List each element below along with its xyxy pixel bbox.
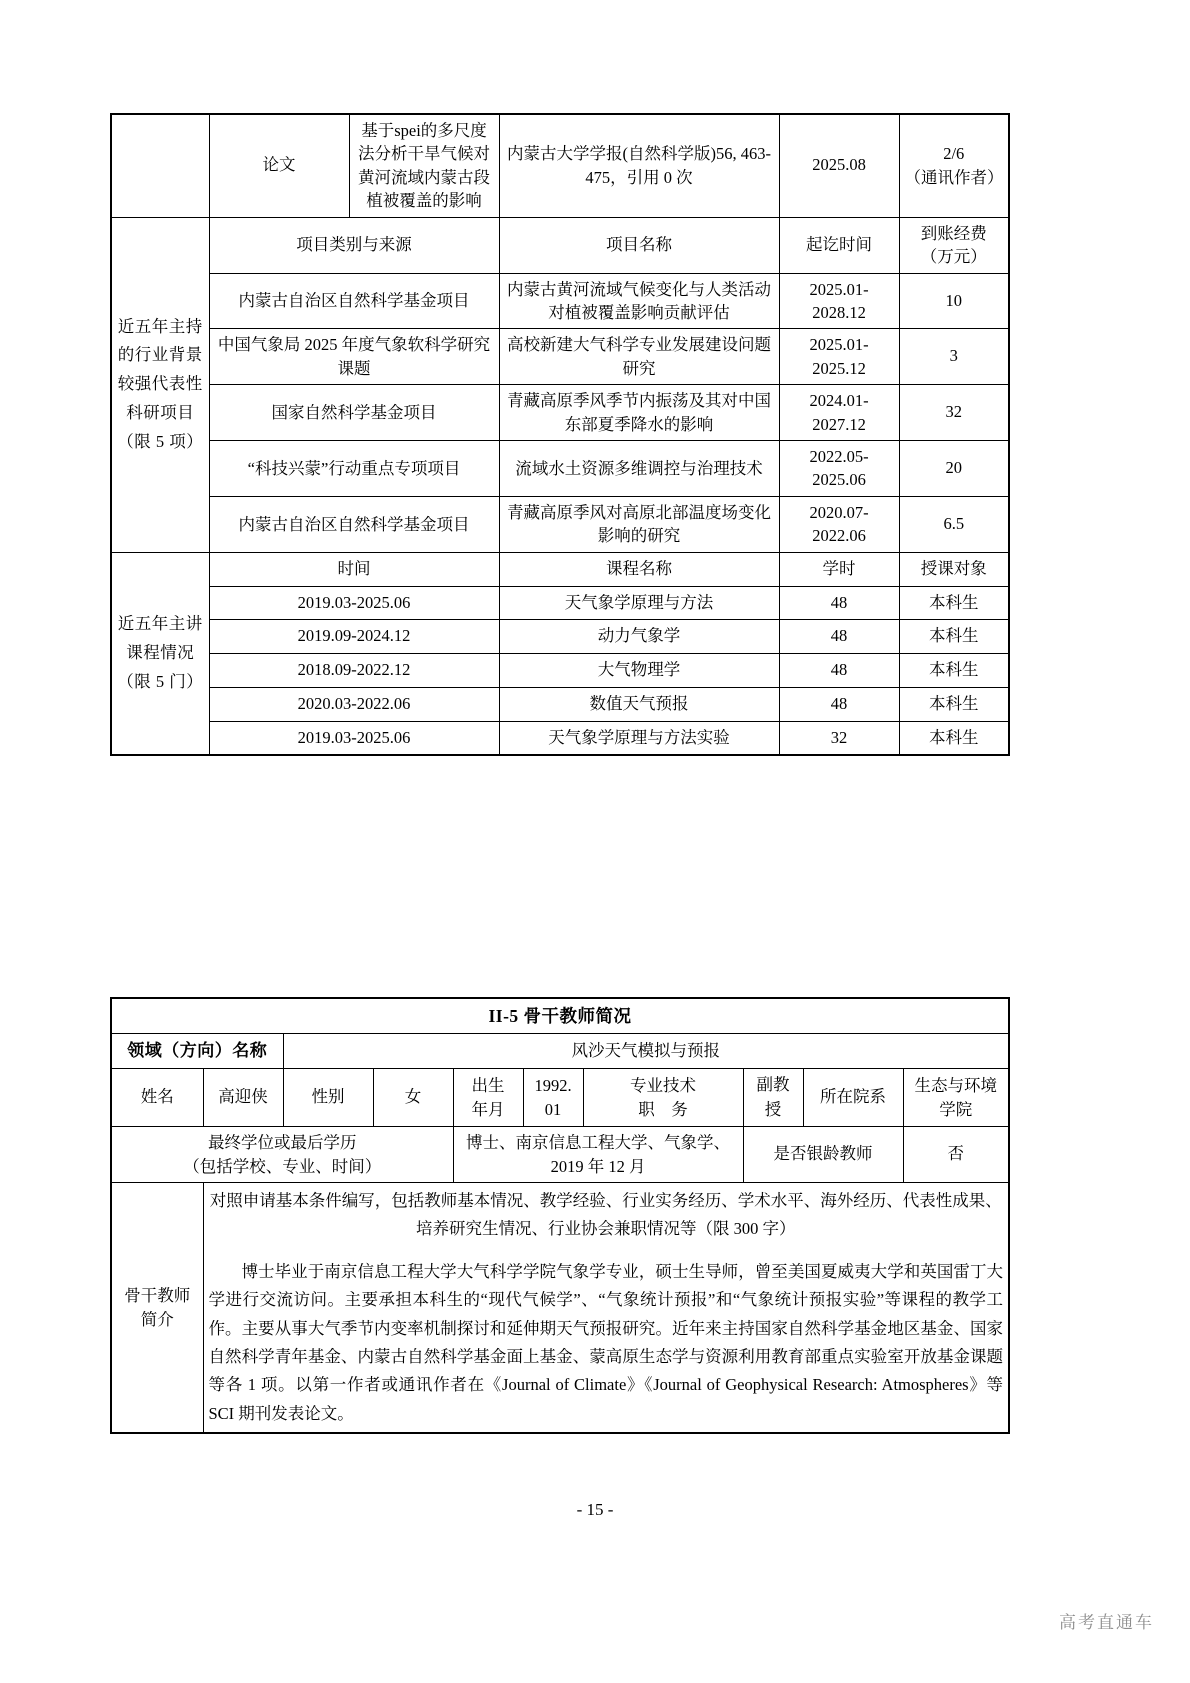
table-row [111, 620, 1009, 654]
birth-value [523, 1068, 583, 1127]
course-name: 数值天气预报 [499, 687, 779, 721]
project-period: 2025.01-2025.12 [779, 329, 899, 385]
table-row [111, 496, 1009, 552]
publication-rank-note: （通讯作者） [904, 167, 1004, 187]
courses-section-label: 近五年主讲课程情况（限 5 门） [111, 552, 209, 755]
bio-content [203, 1183, 1009, 1434]
course-name: 大气物理学 [499, 654, 779, 688]
table-row [111, 586, 1009, 620]
projects-header-funding-line2: （万元） [920, 247, 987, 267]
course-audience: 本科生 [899, 654, 1009, 688]
project-category: 内蒙古自治区自然科学基金项目 [209, 496, 499, 552]
course-audience: 本科生 [899, 586, 1009, 620]
basic-info-row [111, 1068, 1009, 1127]
publication-date: 2025.08 [779, 114, 899, 217]
professional-title-label-line2: 职 务 [638, 1099, 688, 1119]
course-name: 动力气象学 [499, 620, 779, 654]
page-number: - 15 - [576, 1500, 614, 1519]
table-row [111, 654, 1009, 688]
birth-label-line2: 年月 [471, 1099, 505, 1119]
birth-value-line1: 1992. [534, 1076, 572, 1096]
publication-row [111, 114, 1009, 217]
course-time: 2020.03-2022.06 [209, 687, 499, 721]
projects-header-funding [899, 217, 1009, 273]
project-period: 2022.05-2025.06 [779, 441, 899, 497]
project-name: 青藏高原季风对高原北部温度场变化影响的研究 [499, 496, 779, 552]
research-and-courses-table [110, 113, 1010, 756]
senior-teacher-value: 否 [903, 1127, 1009, 1183]
degree-label [111, 1127, 453, 1183]
course-audience: 本科生 [899, 620, 1009, 654]
course-name: 天气象学原理与方法 [499, 586, 779, 620]
professional-title-value: 副教授 [743, 1068, 803, 1127]
course-audience: 本科生 [899, 721, 1009, 755]
project-category: 国家自然科学基金项目 [209, 385, 499, 441]
bio-label-line1: 骨干教师 [124, 1286, 191, 1306]
course-hours: 48 [779, 620, 899, 654]
courses-header-row [111, 552, 1009, 586]
project-period: 2020.07-2022.06 [779, 496, 899, 552]
department-value-line2: 学院 [939, 1099, 973, 1119]
degree-value [453, 1127, 743, 1183]
birth-value-line2: 01 [544, 1099, 562, 1119]
degree-value-line2: 2019 年 12 月 [550, 1156, 646, 1176]
project-category: 内蒙古自治区自然科学基金项目 [209, 273, 499, 329]
project-funding: 32 [899, 385, 1009, 441]
bio-instructions: 对照申请基本条件编写，包括教师基本情况、教学经验、行业实务经历、学术水平、海外经历、代表性成果、培养研究生情况、行业协会兼职情况等（限 300 字） [209, 1191, 1002, 1239]
course-name: 天气象学原理与方法实验 [499, 721, 779, 755]
professional-title-label-line1: 专业技术 [630, 1076, 696, 1096]
project-name: 流域水土资源多维调控与治理技术 [499, 441, 779, 497]
publication-blank-label [111, 114, 209, 217]
project-name: 内蒙古黄河流域气候变化与人类活动对植被覆盖影响贡献评估 [499, 273, 779, 329]
projects-section-label: 近五年主持的行业背景较强代表性科研项目（限 5 项） [111, 217, 209, 552]
bio-row [111, 1183, 1009, 1434]
courses-header-time: 时间 [209, 552, 499, 586]
degree-label-line1: 最终学位或最后学历 [208, 1133, 357, 1153]
project-category: 中国气象局 2025 年度气象软科学研究课题 [209, 329, 499, 385]
course-hours: 32 [779, 721, 899, 755]
project-funding: 6.5 [899, 496, 1009, 552]
bio-text: 博士毕业于南京信息工程大学大气科学学院气象学专业，硕士生导师，曾至美国夏威夷大学和英国雷丁大学进行交流访问。主要承担本科生的“现代气候学”、“气象统计预报”和“气象统计预报实验”等课程的教学工作。主要从事大气季节内变率机制探讨和延伸期天气预报研究。近年来主持国家自然科学基金地区基金、国家自然科学青年基金、内蒙古自然科学基金面上基金、蒙高原生态学与资源利用教育部重点实验室开放基金课题等各 1 项。以第一作者或通讯作者在《Journal of Climate》《Journal of Geophysical Research: Atmospheres》等 SCI 期刊发表论文。 [208, 1261, 1004, 1423]
key-teacher-table [110, 997, 1010, 1434]
field-direction-value: 风沙天气模拟与预报 [283, 1034, 1009, 1069]
publication-journal: 内蒙古大学学报(自然科学版)56, 463-475，引用 0 次 [499, 114, 779, 217]
section-title: II-5 骨干教师简况 [111, 998, 1009, 1034]
projects-header-funding-line1: 到账经费 [920, 223, 987, 243]
courses-header-hours: 学时 [779, 552, 899, 586]
course-time: 2018.09-2022.12 [209, 654, 499, 688]
bio-label-line2: 简介 [140, 1309, 174, 1329]
projects-header-row [111, 217, 1009, 273]
footer-brand-watermark: 高考直通车 [1059, 1613, 1154, 1632]
gender-value: 女 [373, 1068, 453, 1127]
table-row [111, 273, 1009, 329]
name-value: 高迎侠 [203, 1068, 283, 1127]
projects-header-category: 项目类别与来源 [209, 217, 499, 273]
table-row [111, 329, 1009, 385]
course-hours: 48 [779, 586, 899, 620]
courses-header-audience: 授课对象 [899, 552, 1009, 586]
department-value-line1: 生态与环境 [914, 1076, 998, 1096]
courses-header-course: 课程名称 [499, 552, 779, 586]
publication-type: 论文 [209, 114, 349, 217]
project-funding: 20 [899, 441, 1009, 497]
projects-header-name: 项目名称 [499, 217, 779, 273]
table-row [111, 721, 1009, 755]
senior-teacher-label: 是否银龄教师 [743, 1127, 903, 1183]
professional-title-label [583, 1068, 743, 1127]
birth-label [453, 1068, 523, 1127]
table-row [111, 441, 1009, 497]
projects-header-period: 起讫时间 [779, 217, 899, 273]
table-row [111, 687, 1009, 721]
project-period: 2024.01-2027.12 [779, 385, 899, 441]
section-heading-row [111, 998, 1009, 1034]
course-time: 2019.09-2024.12 [209, 620, 499, 654]
department-label: 所在院系 [803, 1068, 903, 1127]
publication-title: 基于spei的多尺度法分析干旱气候对黄河流域内蒙古段植被覆盖的影响 [349, 114, 499, 217]
birth-label-line1: 出生 [471, 1076, 505, 1096]
course-hours: 48 [779, 654, 899, 688]
project-category: “科技兴蒙”行动重点专项项目 [209, 441, 499, 497]
project-name: 高校新建大气科学专业发展建设问题研究 [499, 329, 779, 385]
gender-label: 性别 [283, 1068, 373, 1127]
department-value [903, 1068, 1009, 1127]
degree-label-line2: （包括学校、专业、时间） [183, 1156, 382, 1176]
course-time: 2019.03-2025.06 [209, 586, 499, 620]
degree-value-line1: 博士、南京信息工程大学、气象学、 [466, 1133, 730, 1153]
course-time: 2019.03-2025.06 [209, 721, 499, 755]
bio-label [111, 1183, 203, 1434]
course-hours: 48 [779, 687, 899, 721]
field-direction-row [111, 1034, 1009, 1069]
course-audience: 本科生 [899, 687, 1009, 721]
publication-rank [899, 114, 1009, 217]
project-name: 青藏高原季风季节内振荡及其对中国东部夏季降水的影响 [499, 385, 779, 441]
project-period: 2025.01-2028.12 [779, 273, 899, 329]
project-funding: 3 [899, 329, 1009, 385]
publication-rank-value: 2/6 [943, 144, 965, 164]
name-label: 姓名 [111, 1068, 203, 1127]
project-funding: 10 [899, 273, 1009, 329]
field-direction-label: 领域（方向）名称 [111, 1034, 283, 1069]
degree-row [111, 1127, 1009, 1183]
table-row [111, 385, 1009, 441]
